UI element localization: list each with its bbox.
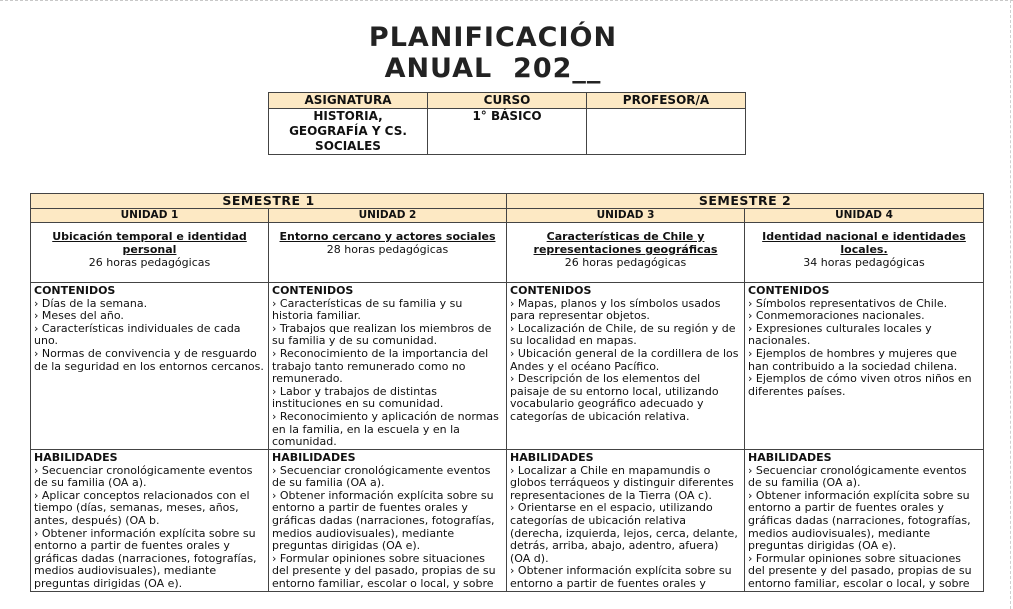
habilidades-label: HABILIDADES — [748, 451, 832, 464]
unit-1-contenidos-cell — [31, 283, 269, 450]
contenidos-label: CONTENIDOS — [748, 284, 830, 297]
unit-1-title: Ubicación temporal e identidad personal — [52, 230, 247, 256]
page-right-border — [1010, 0, 1011, 609]
contenido-item: › Conmemoraciones nacionales. — [748, 309, 925, 323]
contenido-item: › Mapas, planos y los símbolos usados para representar objetos. — [510, 296, 721, 323]
contenido-item: › Ejemplos de hombres y mujeres que han contribuido a la sociedad chilena. — [748, 346, 958, 373]
contenido-item: › Características individuales de cada uno. — [34, 321, 241, 348]
unit-3-header-cell — [507, 223, 745, 283]
contenido-item: › Ejemplos de cómo viven otros niños en diferentes países. — [748, 372, 972, 398]
course-info-table — [268, 92, 746, 155]
habilidad-item: › Localizar a Chile en mapamundis o globos terráqueos y distinguir diferentes representaciones de la Tierra (OA c). — [510, 463, 734, 502]
semester-1-header: SEMESTRE 1 — [31, 194, 507, 209]
contenido-item: › Meses del año. — [34, 309, 124, 323]
title-line-1: PLANIFICACIÓN — [368, 22, 618, 53]
contenidos-label: CONTENIDOS — [510, 284, 592, 297]
annual-plan-table — [30, 193, 984, 592]
contenido-item: › Reconocimiento y aplicación de normas en la familia, en la escuela y en la comunidad. — [272, 409, 499, 449]
unit-4-label: UNIDAD 4 — [745, 209, 984, 223]
page-title — [0, 22, 986, 84]
semester-2-header: SEMESTRE 2 — [507, 194, 984, 209]
contenido-item: › Reconocimiento de la importancia del trabajo tanto remunerado como no remunerado. — [272, 346, 489, 386]
unit-4-contenidos-cell — [745, 283, 984, 450]
asignatura-value[interactable]: HISTORIA, GEOGRAFÍA Y CS. SOCIALES — [269, 109, 428, 155]
unit-2-label: UNIDAD 2 — [269, 209, 507, 223]
header-curso: CURSO — [428, 93, 587, 109]
contenido-item: › Normas de convivencia y de resguardo de la seguridad en los entornos cercanos. — [34, 346, 264, 373]
header-asignatura: ASIGNATURA — [269, 93, 428, 109]
habilidad-item: › Secuenciar cronológicamente eventos de su familia (OA a). — [748, 463, 967, 490]
contenido-item: › Descripción de los elementos del paisaje de su entorno local, utilizando vocabulario geográfico adecuado y categorías de ubicación relativa. — [510, 372, 719, 423]
unit-2-header-cell — [269, 223, 507, 283]
habilidad-item: › Formular opiniones sobre situaciones del presente y del pasado, propias de su entorno familiar, escolar o local, y sobre — [272, 551, 496, 590]
profesor-value[interactable] — [587, 109, 746, 155]
habilidad-item: › Formular opiniones sobre situaciones del presente y del pasado, propias de su entorno familiar, escolar o local, y sobre — [748, 551, 972, 590]
habilidades-label: HABILIDADES — [510, 451, 594, 464]
contenido-item: › Ubicación general de la cordillera de los Andes y el océano Pacífico. — [510, 346, 739, 373]
habilidades-label: HABILIDADES — [34, 451, 118, 464]
habilidad-item: › Secuenciar cronológicamente eventos de su familia (OA a). — [272, 463, 491, 490]
unit-2-hours: 28 horas pedagógicas — [326, 243, 449, 256]
unit-3-label: UNIDAD 3 — [507, 209, 745, 223]
contenido-item: › Expresiones culturales locales y nacionales. — [748, 321, 932, 348]
unit-2-contenidos-cell — [269, 283, 507, 450]
unit-3-title: Características de Chile y representaciones geográficas — [533, 230, 718, 256]
habilidad-item: › Orientarse en el espacio, utilizando categorías de ubicación relativa (derecha, izquierda, lejos, cerca, delante, detrás, arriba, abajo, adentro, afuera) (OA d). — [510, 501, 738, 565]
contenidos-label: CONTENIDOS — [34, 284, 116, 297]
title-line-2: ANUAL 202__ — [384, 53, 602, 84]
unit-3-contenidos-cell — [507, 283, 745, 450]
unit-4-hours: 34 horas pedagógicas — [803, 256, 925, 269]
habilidad-item: › Obtener información explícita sobre su entorno a partir de fuentes orales y gráficas dadas (narraciones, fotografías, medios audiovisuales), mediante preguntas dirigidas (OA e). — [34, 526, 257, 590]
header-profesor: PROFESOR/A — [587, 93, 746, 109]
contenido-item: › Trabajos que realizan los miembros de su familia y de su comunidad. — [272, 321, 492, 348]
unit-1-hours: 26 horas pedagógicas — [88, 256, 211, 269]
habilidad-item: › Obtener información explícita sobre su entorno a partir de fuentes orales y — [510, 564, 732, 590]
contenido-item: › Días de la semana. — [34, 296, 148, 310]
habilidad-item: › Obtener información explícita sobre su entorno a partir de fuentes orales y gráficas dadas (narraciones, fotografías, medios audiovisuales), mediante preguntas dirigidas (OA e). — [748, 488, 971, 553]
unit-3-hours: 26 horas pedagógicas — [564, 256, 687, 269]
page-top-border — [0, 0, 1013, 4]
unit-1-header-cell — [31, 223, 269, 283]
contenido-item: › Características de su familia y su historia familiar. — [272, 296, 463, 323]
unit-1-habilidades-cell — [31, 450, 269, 592]
unit-1-label: UNIDAD 1 — [31, 209, 269, 223]
contenido-item: › Labor y trabajos de distintas instituciones en su comunidad. — [272, 384, 444, 411]
unit-3-habilidades-cell — [507, 450, 745, 592]
curso-value[interactable]: 1° BÁSICO — [428, 109, 587, 155]
unit-4-header-cell — [745, 223, 984, 283]
contenido-item: › Símbolos representativos de Chile. — [748, 296, 948, 310]
contenidos-label: CONTENIDOS — [272, 284, 354, 297]
unit-4-habilidades-cell — [745, 450, 984, 592]
habilidad-item: › Secuenciar cronológicamente eventos de su familia (OA a). — [34, 463, 253, 490]
unit-2-habilidades-cell — [269, 450, 507, 592]
unit-4-title: Identidad nacional e identidades locales. — [762, 230, 966, 256]
habilidad-item: › Aplicar conceptos relacionados con el tiempo (días, semanas, meses, años, antes, después) (OA b. — [34, 488, 250, 527]
habilidades-label: HABILIDADES — [272, 451, 356, 464]
contenido-item: › Localización de Chile, de su región y de su localidad en mapas. — [510, 321, 736, 348]
habilidad-item: › Obtener información explícita sobre su entorno a partir de fuentes orales y gráficas dadas (narraciones, fotografías, medios audiovisuales), mediante preguntas dirigidas (OA e). — [272, 488, 495, 553]
unit-2-title: Entorno cercano y actores sociales — [279, 230, 496, 243]
